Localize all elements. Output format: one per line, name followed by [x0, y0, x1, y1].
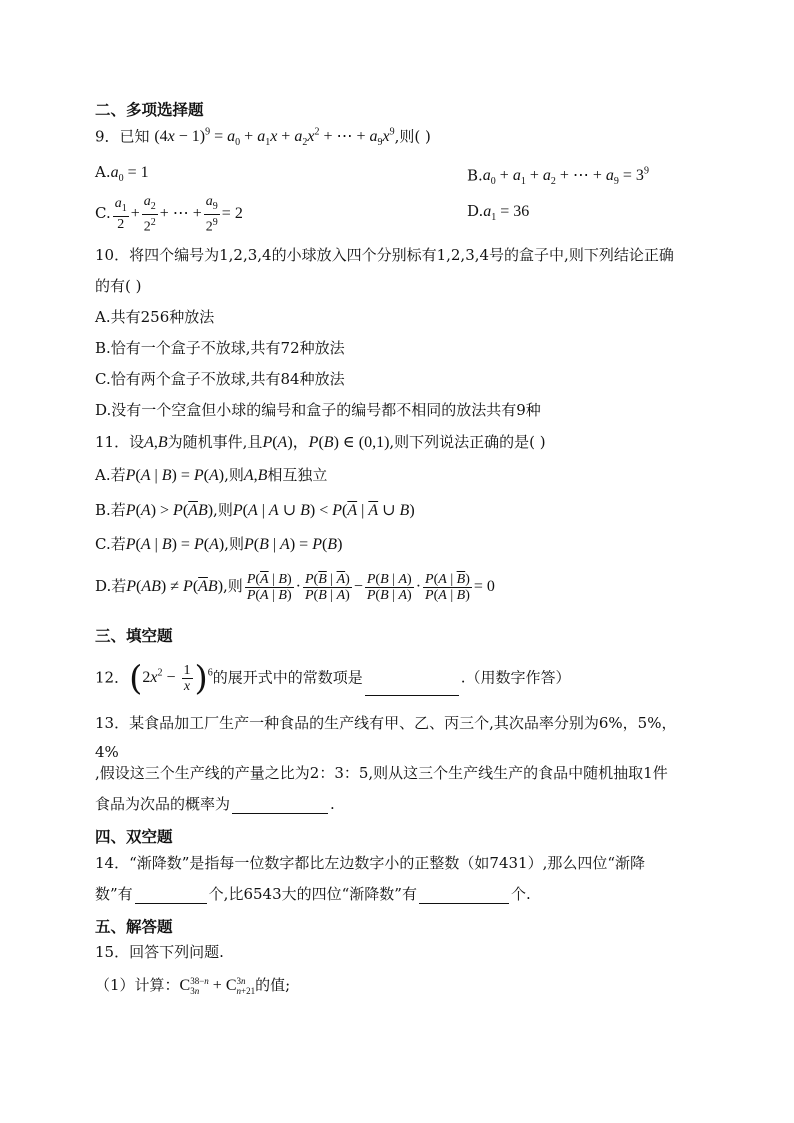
q14-answer-blank-1[interactable] — [135, 887, 207, 904]
q13-answer-blank[interactable] — [232, 797, 328, 814]
q9-tail: ,则( ) — [394, 127, 431, 146]
q13-stem-line3: ,假设这三个生产线的产量之比为2：3：5,则从这三个生产线生产的食品中随机抽取1件 — [95, 764, 668, 782]
q15-stem: 15．回答下列问题. — [95, 943, 224, 961]
q14-stem-line1: 14．“渐降数”是指每一位数字都比左边数字小的正整数（如7431）,那么四位“渐降 — [95, 854, 646, 872]
q9-option-b: $B.a_0 + a_1 + a_2$ + ⋯ + $a_9 = 3^9$ — [467, 166, 649, 188]
q10-option-d: D.没有一个空盒但小球的编号和盒子的编号都不相同的放法共有9种 — [95, 401, 541, 419]
section-heading-double-blank: 四、双空题 — [95, 828, 173, 846]
q11-stem: 11．设A,B为随机事件,且P(A)，P(B) ∈ (0,1),则下列说法正确的是( ) — [95, 433, 546, 451]
q13-stem-line4: 食品为次品的概率为 . — [95, 795, 335, 813]
q10-option-b: B.恰有一个盒子不放球,共有72种放法 — [95, 339, 345, 357]
q12-formula: ($2x^2$ − $\frac{1}{x}$ )$^6$ — [129, 658, 213, 699]
section-heading-answer: 五、解答题 — [95, 918, 173, 936]
q9-options-ab — [95, 162, 704, 189]
q9-option-a: $A.a_0 = 1$ — [95, 163, 149, 185]
q15-formula: C 38−n 3n + C 3n n+21 — [179, 976, 256, 997]
q11-option-c: C.若P(A | B) = P(A),则P(B | A) = P(B) — [95, 535, 343, 553]
q10-option-c: C.恰有两个盒子不放球,共有84种放法 — [95, 370, 345, 388]
q10-stem-line1: 10．将四个编号为1,2,3,4的小球放入四个分别标有1,2,3,4号的盒子中,则下列结论正确 — [95, 246, 674, 264]
q11-option-d: D.若$P(AB) \ne P(\overline{A}B)$,则 $\frac{P(\overline{A} | B)}{P(A | B)}$ · $\frac{P(\overline{B} | \overline{A})}{P(B | \overline{A})}$ − $\frac{P(B | A)}{P(B | A)}$ · $\frac{P(A | \overline{B})}{P(\overline{A} | \overline{B})}$ = 0 — [95, 571, 495, 603]
q10-option-a: A.共有256种放法 — [95, 308, 215, 326]
section-heading-multiple-choice: 二、多项选择题 — [95, 101, 204, 119]
q10-stem-line2: 的有( ) — [95, 277, 142, 295]
q11-option-a: A.若P(A | B) = P(A),则A,B相互独立 — [95, 466, 328, 484]
q12-answer-blank[interactable] — [365, 679, 459, 696]
q9-number: 9．已知 — [95, 127, 150, 146]
q14-stem-line2: 数”有 个,比6543大的四位“渐降数”有 个. — [95, 885, 531, 903]
q9-options-cd — [95, 194, 704, 235]
question-9-stem — [95, 123, 704, 154]
q9-formula: $(4x - 1)^9 = a_0 + a_1x + a_2x^2$ + ⋯ + $a_9x^9$ — [154, 127, 395, 149]
q11-option-b: B.若$P(A) > P(\overline{A}B)$,则P(A | A ∪ $B) < P(\overline{A}$ | $\overline{A}$ ∪ B) — [95, 501, 415, 519]
q15-part-1: （1）计算：C 38−n 3n + C 3n n+21 的值; — [95, 976, 291, 997]
section-heading-fill-blank: 三、填空题 — [95, 627, 173, 645]
q13-stem-line2: 4% — [95, 743, 119, 761]
q14-answer-blank-2[interactable] — [419, 887, 509, 904]
q13-stem-line1: 13．某食品加工厂生产一种食品的生产线有甲、乙、丙三个,其次品率分别为6%，5%， — [95, 714, 677, 732]
q9-option-c: C. $\frac{a_1}{2}$ + $\frac{a_2}{2^2}$ + ⋯ + $\frac{a_9}{2^9}$ = 2 — [95, 194, 243, 235]
q12-stem: 12．($2x^2$ − $\frac{1}{x}$ )$^6$的展开式中的常数项是 .（用数字作答） — [95, 658, 571, 699]
q9-option-d: $D.a_1 = 36$ — [467, 202, 530, 224]
